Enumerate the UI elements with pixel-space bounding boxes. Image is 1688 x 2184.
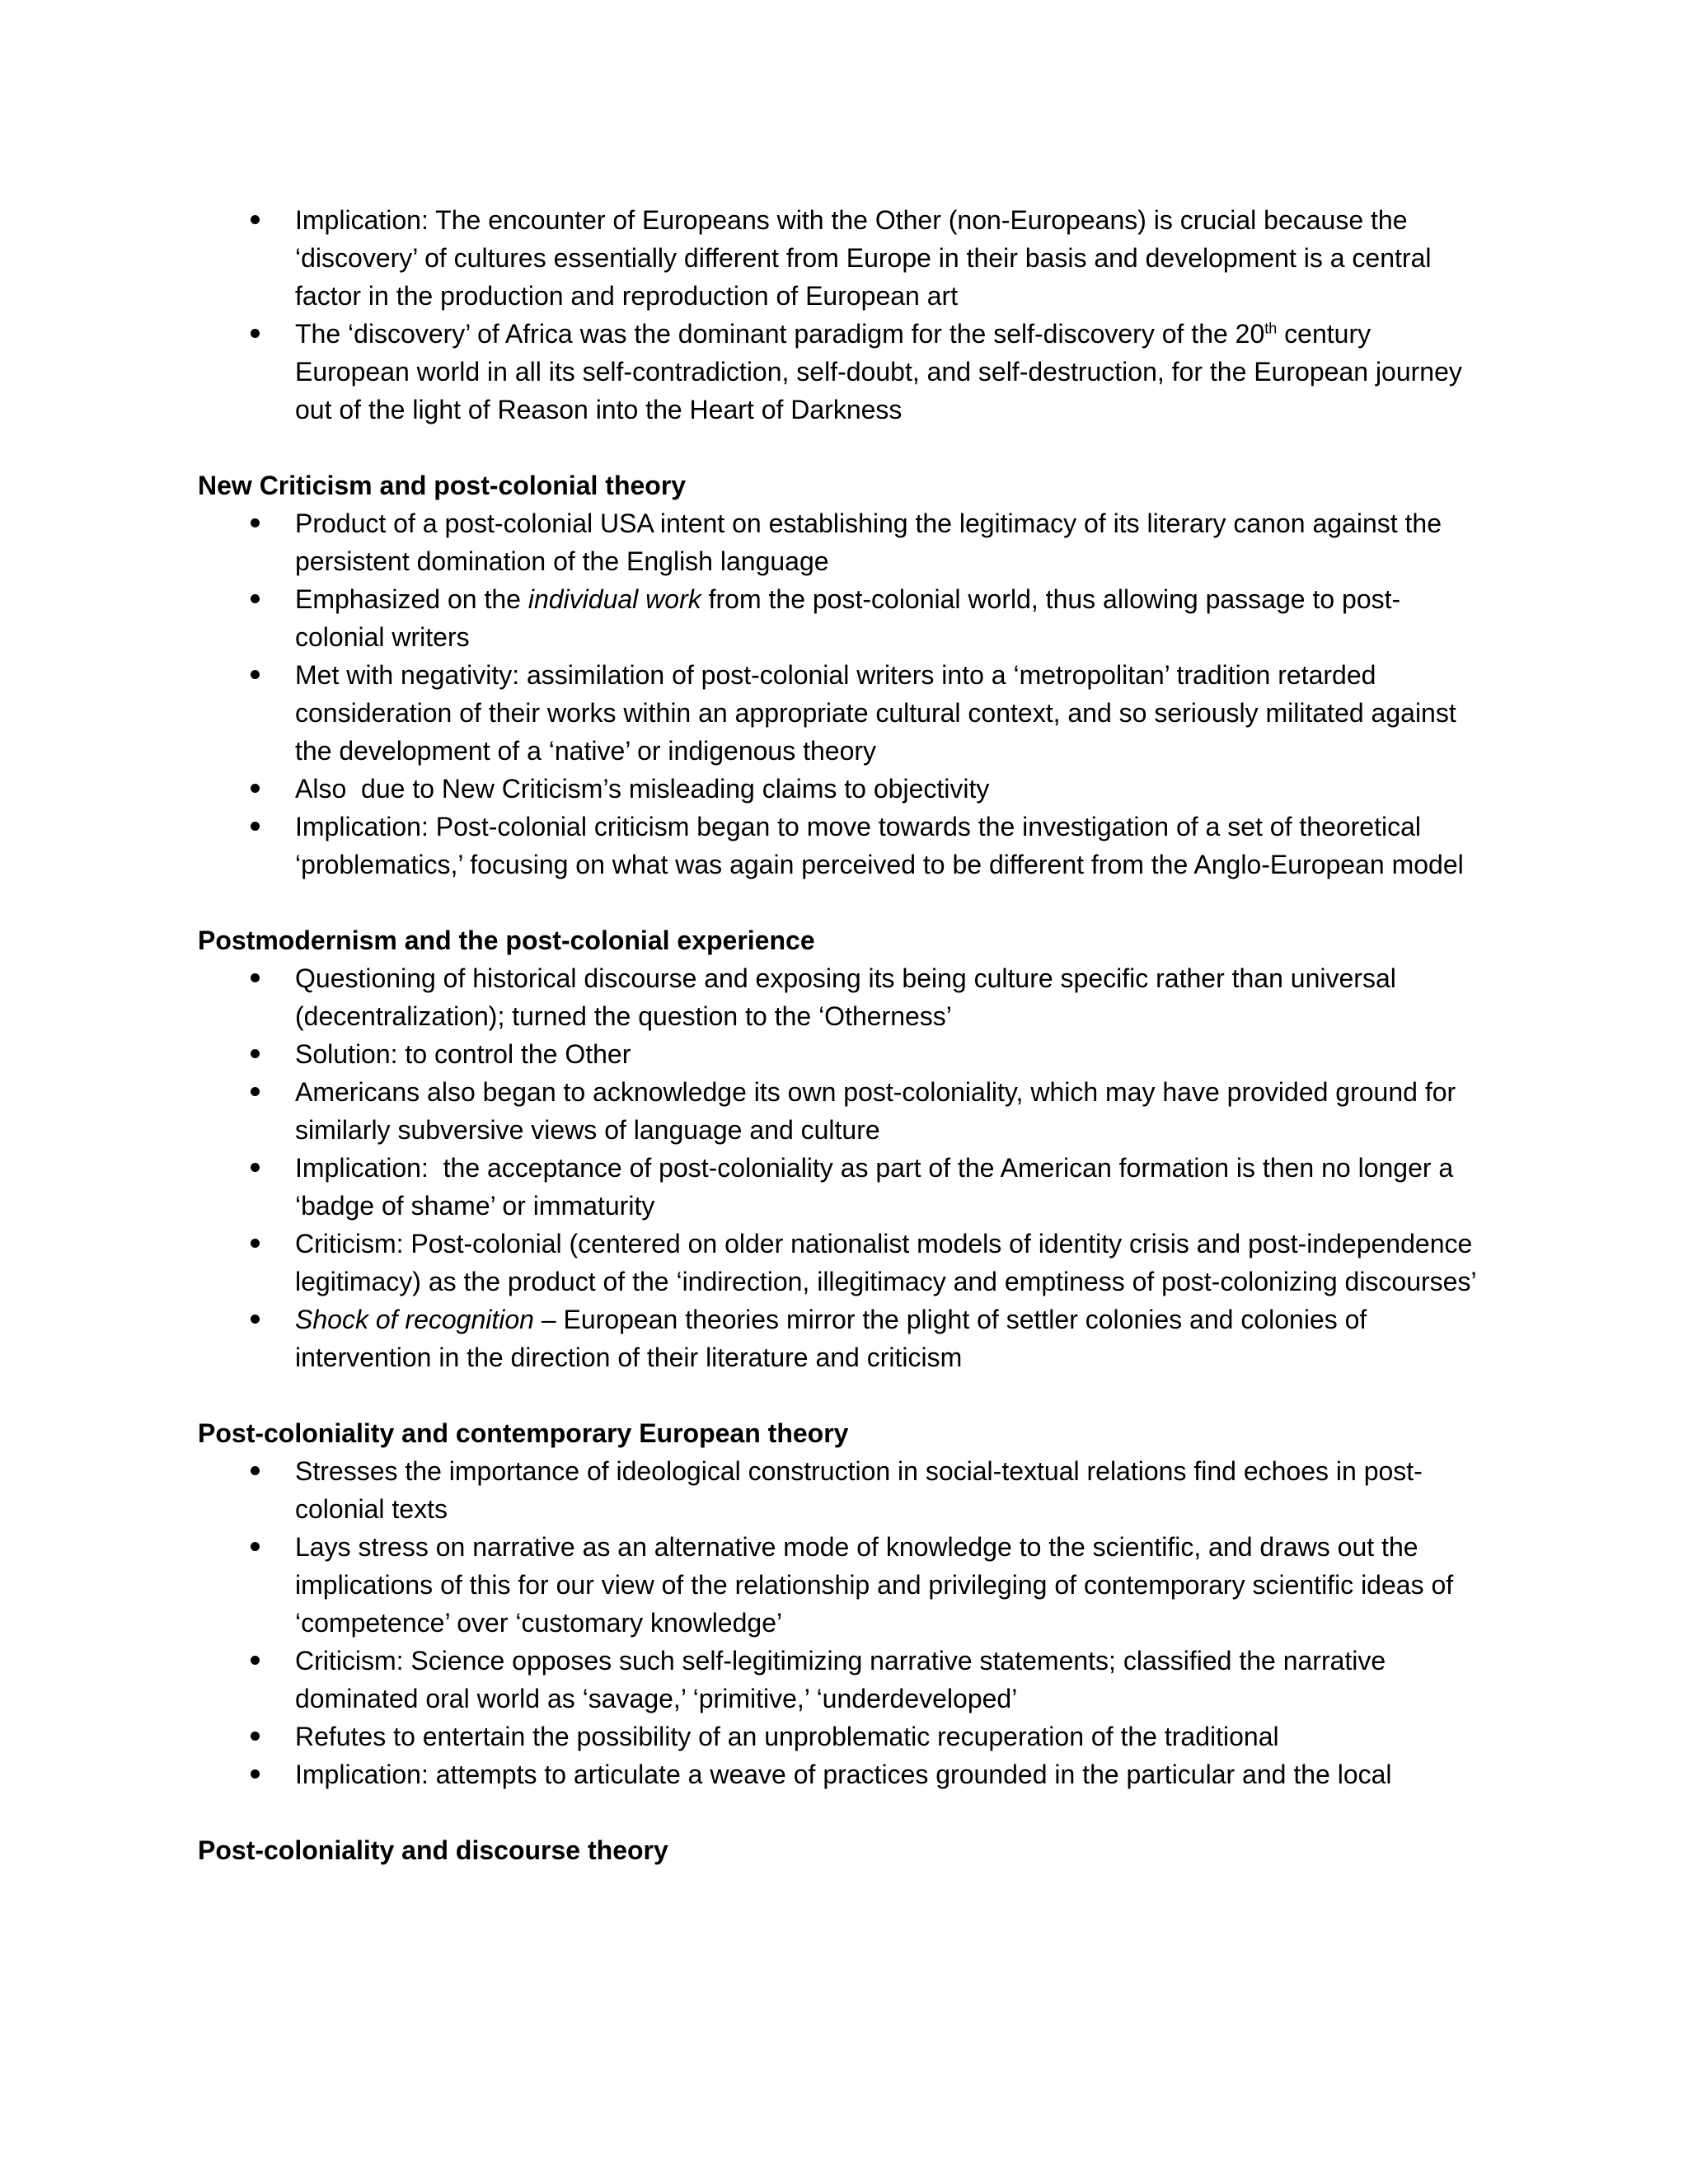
bullet-item — [198, 959, 1484, 1035]
section-heading: Post-coloniality and contemporary European theory — [198, 1418, 849, 1448]
bullet-text: Americans also began to acknowledge its own post-coloniality, which may have provided ground for similarly subversive views of language and culture — [295, 1077, 1456, 1145]
section-postmodernism — [198, 921, 1484, 1376]
bullet-item — [198, 770, 1484, 808]
bullet-item — [198, 1035, 1484, 1073]
bullet-icon — [251, 784, 260, 793]
bullet-icon — [251, 1087, 260, 1096]
bullet-icon — [251, 973, 260, 982]
bullet-list — [198, 1452, 1484, 1793]
bullet-text: Stresses the importance of ideological construction in social-textual relations find echoes in post-colonial texts — [295, 1456, 1423, 1524]
bullet-text: Questioning of historical discourse and exposing its being culture specific rather than universal (decentralization); turned the question to the ‘Otherness’ — [295, 963, 1396, 1031]
bullet-item — [198, 1073, 1484, 1149]
section-heading: Postmodernism and the post-colonial experience — [198, 926, 815, 955]
bullet-item — [198, 1149, 1484, 1225]
section-european-theory — [198, 1414, 1484, 1793]
section-new-criticism — [198, 466, 1484, 883]
bullet-icon — [251, 1049, 260, 1058]
bullet-icon — [251, 1239, 260, 1248]
bullet-text: Refutes to entertain the possibility of an unproblematic recuperation of the traditional — [295, 1722, 1279, 1751]
bullet-icon — [251, 329, 260, 338]
bullet-text: Shock of recognition – European theories mirror the plight of settler colonies and colonies of intervention in the direction of their literature and criticism — [295, 1305, 1367, 1372]
bullet-text: Criticism: Science opposes such self-legitimizing narrative statements; classified the narrative dominated oral world as ‘savage,’ ‘primitive,’ ‘underdeveloped’ — [295, 1646, 1386, 1713]
bullet-icon — [251, 1466, 260, 1475]
bullet-icon — [251, 518, 260, 527]
section-discourse-theory — [198, 1831, 1484, 1869]
bullet-icon — [251, 215, 260, 224]
bullet-icon — [251, 1315, 260, 1324]
document-body — [198, 201, 1484, 1869]
bullet-text: Lays stress on narrative as an alternative mode of knowledge to the scientific, and draws out the implications of this for our view of the relationship and privileging of contemporary scientific ideas of ‘competence’ over ‘customary knowledge’ — [295, 1532, 1454, 1638]
bullet-text: Product of a post-colonial USA intent on establishing the legitimacy of its literary canon against the persistent domination of the English language — [295, 509, 1442, 576]
bullet-list — [198, 504, 1484, 883]
bullet-item — [198, 1225, 1484, 1301]
bullet-icon — [251, 822, 260, 831]
bullet-icon — [251, 1732, 260, 1741]
bullet-item — [198, 1718, 1484, 1755]
bullet-text: Implication: the acceptance of post-coloniality as part of the American formation is then no longer a ‘badge of shame’ or immaturity — [295, 1153, 1461, 1221]
bullet-text: Implication: The encounter of Europeans with the Other (non-Europeans) is crucial because the ‘discovery’ of cultures essentially different from Europe in their basis and development is a central factor in the production and reproduction of European art — [295, 205, 1432, 311]
bullet-text: Solution: to control the Other — [295, 1039, 631, 1069]
bullet-item — [198, 656, 1484, 770]
bullet-icon — [251, 1542, 260, 1551]
bullet-icon — [251, 594, 260, 603]
bullet-text: Implication: attempts to articulate a weave of practices grounded in the particular and the local — [295, 1760, 1392, 1789]
intro-bullet-list — [198, 201, 1484, 429]
bullet-item — [198, 201, 1484, 315]
section-heading: New Criticism and post-colonial theory — [198, 471, 687, 500]
bullet-icon — [251, 1656, 260, 1665]
bullet-text: Met with negativity: assimilation of post-colonial writers into a ‘metropolitan’ tradition retarded consideration of their works within an appropriate cultural context, and so seriously militated against the development of a ‘native’ or indigenous theory — [295, 660, 1456, 766]
bullet-icon — [251, 1769, 260, 1779]
italic-term: Shock of recognition — [295, 1305, 534, 1334]
bullet-icon — [251, 1163, 260, 1172]
italic-term: individual work — [528, 584, 701, 614]
bullet-text: Criticism: Post-colonial (centered on older nationalist models of identity crisis and post-independence legitimacy) as the product of the ‘indirection, illegitimacy and emptiness of post-colonizing discourses’ — [295, 1229, 1477, 1296]
bullet-text: The ‘discovery’ of Africa was the dominant paradigm for the self-discovery of the 20th century European world in all its self-contradiction, self-doubt, and self-destruction, for the European journey out of the light of Reason into the Heart of Darkness — [295, 319, 1462, 424]
bullet-item — [198, 1528, 1484, 1642]
bullet-text: Implication: Post-colonial criticism began to move towards the investigation of a set of theoretical ‘problematics,’ focusing on what was again perceived to be different from the Anglo-European model — [295, 812, 1464, 879]
bullet-item — [198, 315, 1484, 429]
bullet-list — [198, 959, 1484, 1376]
bullet-text: Also due to New Criticism’s misleading claims to objectivity — [295, 774, 990, 804]
bullet-item — [198, 1642, 1484, 1718]
superscript-ordinal: th — [1264, 320, 1278, 337]
bullet-item — [198, 1755, 1484, 1793]
bullet-text: Emphasized on the individual work from the post-colonial world, thus allowing passage to post-colonial writers — [295, 584, 1401, 652]
bullet-item — [198, 580, 1484, 656]
section-heading: Post-coloniality and discourse theory — [198, 1835, 668, 1865]
bullet-item — [198, 504, 1484, 580]
bullet-icon — [251, 670, 260, 679]
bullet-item — [198, 1452, 1484, 1528]
bullet-item — [198, 808, 1484, 883]
bullet-item — [198, 1301, 1484, 1376]
